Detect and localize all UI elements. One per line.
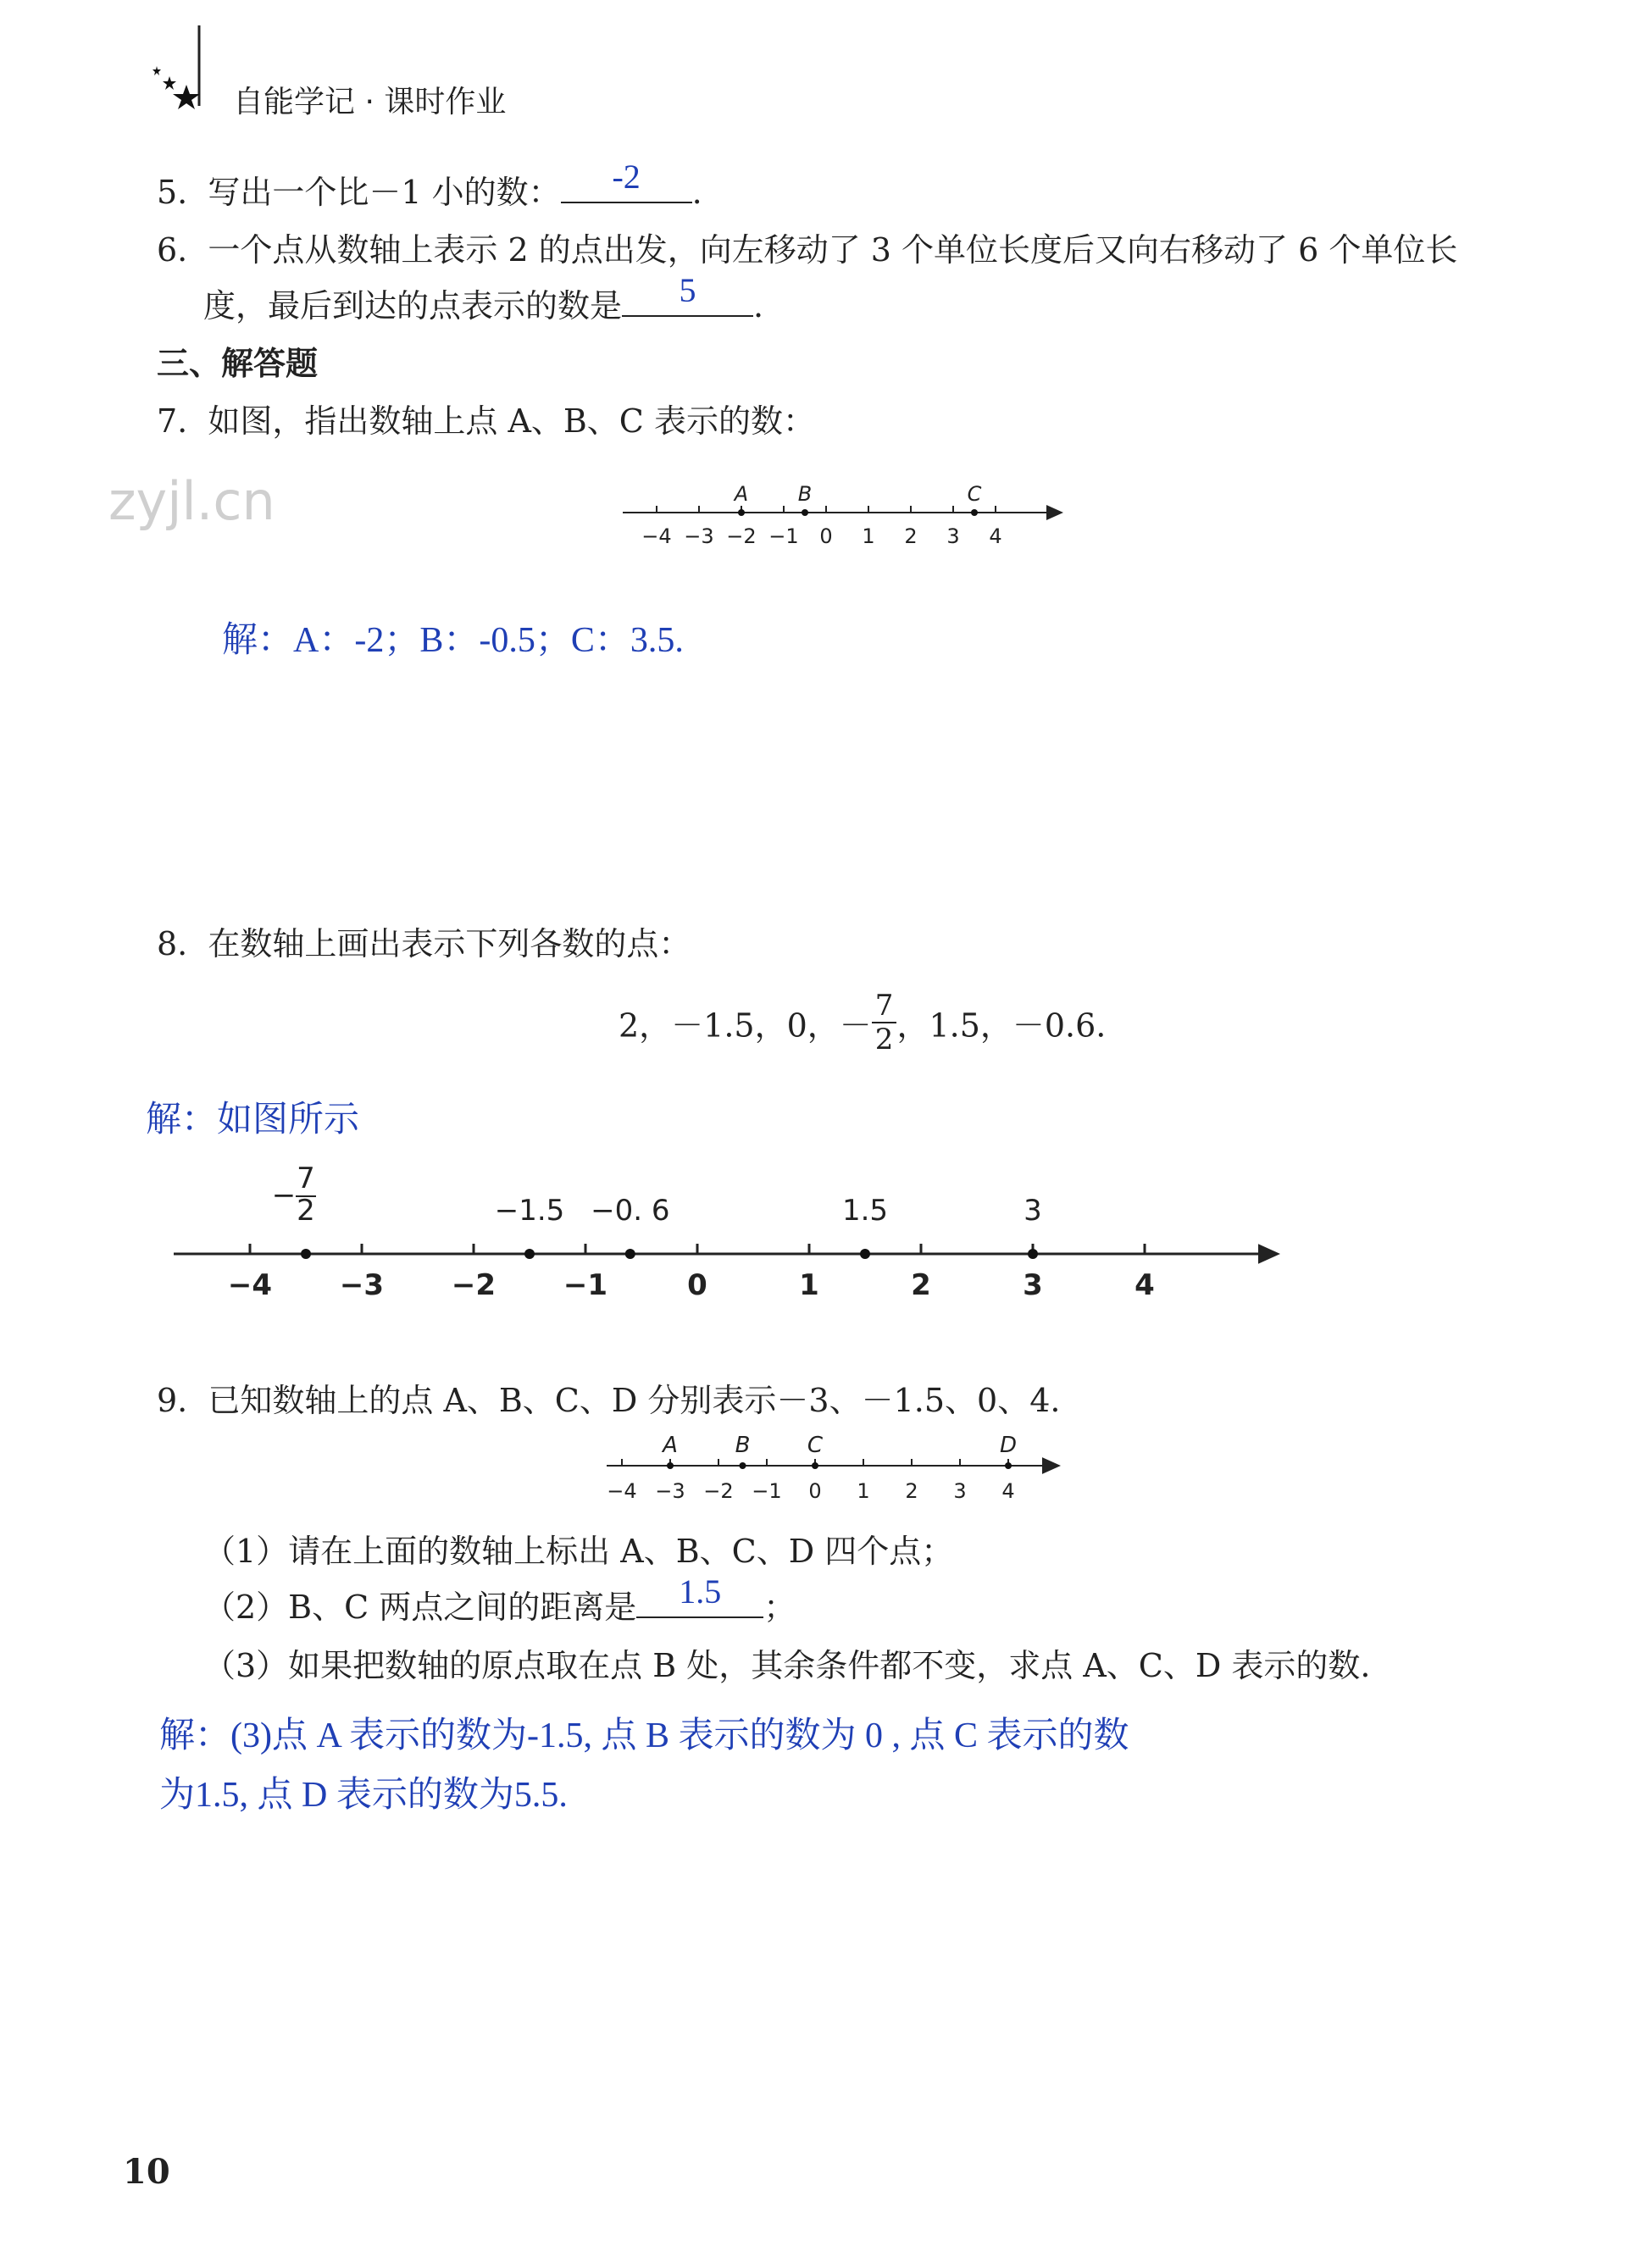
tick-label: 0 [687, 1268, 707, 1302]
tick-label: 3 [1023, 1268, 1043, 1302]
number-line-q9 [603, 1428, 1078, 1512]
tick-label: 1 [862, 524, 875, 548]
axis-point [812, 1462, 818, 1469]
point-label-sign: − [271, 1178, 297, 1212]
tick-label: 4 [1001, 1479, 1015, 1503]
question-text: 如图，指出数轴上点 A、B、C 表示的数： [208, 402, 815, 440]
axis-arrow-icon [1042, 1457, 1061, 1474]
point-label: A [663, 1433, 678, 1458]
tick-label: 2 [904, 524, 918, 548]
tick-label: −1 [563, 1268, 608, 1302]
point-label-numerator: 7 [297, 1162, 315, 1195]
punct: . [691, 174, 702, 211]
question-6-line2 [203, 271, 764, 326]
answer-blank [561, 158, 692, 203]
header-logo [148, 25, 233, 114]
axis-point [667, 1462, 674, 1469]
list-part: ，1.5，－0.6. [896, 1006, 1107, 1045]
axis-point [802, 509, 808, 516]
axis-point [740, 1462, 746, 1469]
point-label: −0. 6 [591, 1194, 670, 1228]
axis-arrow-icon [1258, 1244, 1280, 1263]
punct: . [753, 287, 764, 324]
tick-label: −4 [641, 524, 672, 548]
question-8 [157, 918, 691, 964]
question-text: 度，最后到达的点表示的数是 [203, 287, 623, 324]
section-title: 三、解答题 [157, 345, 319, 382]
tick-label: −3 [339, 1268, 385, 1302]
tick-label: −3 [655, 1479, 685, 1503]
tick-label: 4 [989, 524, 1002, 548]
answer-blank [622, 271, 753, 317]
answer-blank [636, 1572, 763, 1618]
question-number: 7. [157, 402, 188, 440]
tick-label: −1 [752, 1479, 782, 1503]
q8-answer-title: 解：如图所示 [146, 1098, 360, 1140]
tick-label: −4 [607, 1479, 637, 1503]
point-label: C [967, 482, 982, 506]
point-label: A [734, 482, 749, 506]
number-line-q8 [165, 1148, 1284, 1317]
q8-number-list [619, 991, 1106, 1054]
question-number: 8. [157, 925, 188, 962]
tick-label: 0 [819, 524, 833, 548]
axis-point [738, 509, 745, 516]
tick-label: −2 [703, 1479, 734, 1503]
question-6-line1 [157, 224, 1457, 270]
question-number: 5. [157, 174, 188, 211]
star-icon [148, 25, 233, 110]
answer-value: 5 [679, 271, 696, 309]
tick-label: 1 [857, 1479, 870, 1503]
point-label: 1.5 [841, 1194, 889, 1228]
question-text: 一个点从数轴上表示 2 的点出发，向左移动了 3 个单位长度后又向右移动了 6 个单位长 [208, 231, 1458, 269]
question-7 [157, 395, 815, 441]
q9-part2 [203, 1572, 796, 1628]
q7-answer: 解：A：-2；B：-0.5；C：3.5. [222, 621, 684, 660]
axis-point [971, 509, 978, 516]
tick-label: −2 [451, 1268, 497, 1302]
tick-label: 1 [799, 1268, 819, 1302]
question-text: （2）B、C 两点之间的距离是 [203, 1589, 637, 1626]
header-title: 自能学记 · 课时作业 [233, 85, 507, 119]
answer-value: 1.5 [679, 1572, 722, 1611]
axis-point [524, 1249, 535, 1259]
question-text: 在数轴上画出表示下列各数的点： [208, 925, 691, 962]
question-text: 已知数轴上的点 A、B、C、D 分别表示－3、－1.5、0、4. [208, 1382, 1061, 1419]
point-label: 3 [1024, 1194, 1042, 1228]
axis-point [301, 1249, 311, 1259]
list-part: 2，－1.5，0，－ [619, 1006, 872, 1045]
fraction [872, 991, 897, 1054]
number-line-q7 [606, 479, 1068, 551]
tick-label: 2 [905, 1479, 918, 1503]
question-9 [157, 1374, 1060, 1421]
point-label-denominator: 2 [297, 1194, 315, 1228]
question-text: 写出一个比－1 小的数： [208, 174, 561, 211]
q9-answer-line1: 解：(3)点 A 表示的数为-1.5, 点 B 表示的数为 0 , 点 C 表示的数 [159, 1716, 1129, 1755]
tick-label: 4 [1134, 1268, 1155, 1302]
numerator: 7 [872, 991, 897, 1023]
q9-part3: （3）如果把数轴的原点取在点 B 处，其余条件都不变，求点 A、C、D 表示的数. [203, 1647, 1371, 1684]
point-label: B [735, 1433, 751, 1458]
tick-label: 3 [953, 1479, 967, 1503]
tick-label: 2 [911, 1268, 931, 1302]
axis-point [1005, 1462, 1012, 1469]
point-label: C [807, 1433, 824, 1458]
q9-answer-line2: 为1.5, 点 D 表示的数为5.5. [159, 1776, 568, 1815]
q9-part1: （1）请在上面的数轴上标出 A、B、C、D 四个点； [203, 1533, 954, 1570]
tick-label: −4 [227, 1268, 273, 1302]
point-label: D [999, 1433, 1018, 1458]
tick-label: −1 [768, 524, 799, 548]
axis-arrow-icon [1046, 505, 1063, 520]
question-5 [157, 158, 702, 213]
point-label: −1.5 [494, 1194, 565, 1228]
denominator: 2 [874, 1023, 894, 1056]
question-number: 6. [157, 231, 188, 269]
punct: ； [763, 1589, 796, 1626]
tick-label: −3 [684, 524, 714, 548]
axis-point [860, 1249, 870, 1259]
axis-point [1028, 1249, 1038, 1259]
question-number: 9. [157, 1382, 188, 1419]
tick-label: 3 [946, 524, 960, 548]
answer-value: -2 [612, 158, 641, 196]
tick-label: 0 [808, 1479, 822, 1503]
watermark: zyjl.cn [108, 470, 275, 532]
point-label: B [797, 482, 813, 506]
tick-label: −2 [726, 524, 757, 548]
page-number: 10 [123, 2152, 170, 2192]
axis-point [625, 1249, 635, 1259]
